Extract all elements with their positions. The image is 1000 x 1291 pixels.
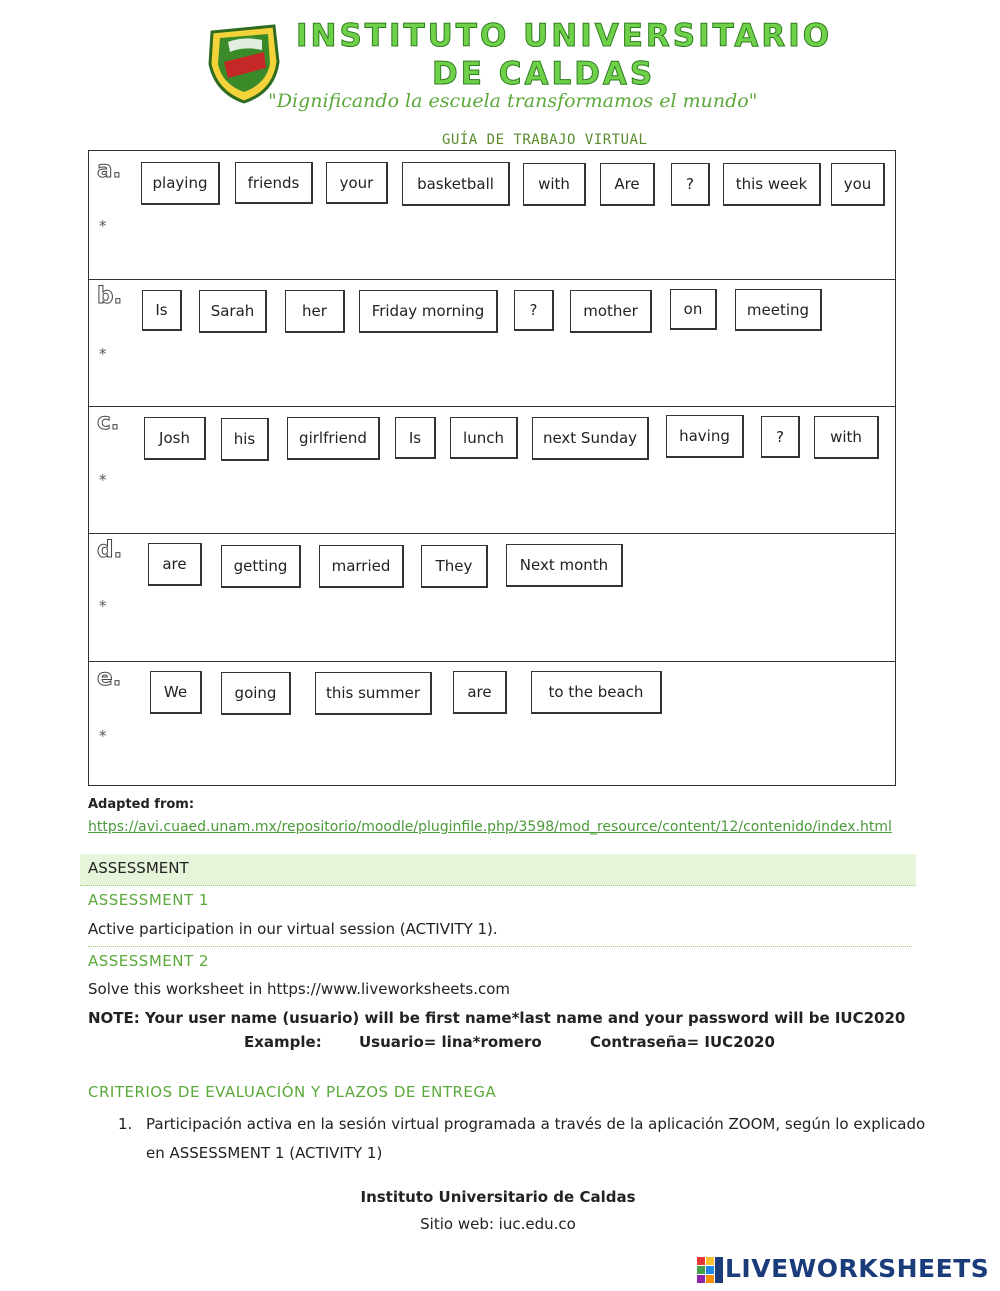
- word-card[interactable]: ?: [514, 290, 554, 331]
- guide-title: GUÍA DE TRABAJO VIRTUAL: [442, 132, 648, 148]
- word-card[interactable]: meeting: [735, 289, 822, 331]
- word-card[interactable]: next Sunday: [532, 417, 649, 460]
- word-card[interactable]: are: [453, 671, 507, 714]
- school-motto: "Dignificando la escuela transformamos el mundo": [268, 90, 758, 112]
- criteria-item-number: 1.: [118, 1115, 133, 1133]
- word-card[interactable]: your: [326, 162, 388, 204]
- word-card[interactable]: married: [319, 545, 404, 588]
- word-card[interactable]: this week: [723, 163, 821, 206]
- example-password: Contraseña= IUC2020: [590, 1033, 775, 1051]
- word-card[interactable]: his: [221, 418, 269, 461]
- word-card[interactable]: ?: [671, 163, 710, 206]
- word-card[interactable]: going: [221, 672, 291, 715]
- footer-website: Sitio web: iuc.edu.co: [420, 1215, 576, 1233]
- login-note: NOTE: Your user name (usuario) will be first name*last name and your password will be IUC2020: [88, 1009, 906, 1027]
- word-card[interactable]: Is: [142, 290, 182, 331]
- word-card[interactable]: ?: [761, 416, 800, 458]
- source-label: Adapted from:: [88, 797, 195, 812]
- word-card[interactable]: having: [666, 415, 744, 458]
- assessment-header: ASSESSMENT: [88, 859, 189, 877]
- word-card[interactable]: Are: [600, 163, 655, 206]
- footer-institution: Instituto Universitario de Caldas: [360, 1188, 636, 1206]
- liveworksheets-logo[interactable]: LIVEWORKSHEETS: [725, 1254, 990, 1283]
- criteria-title: CRITERIOS DE EVALUACIÓN Y PLAZOS DE ENTREGA: [88, 1083, 497, 1101]
- example-user: Usuario= lina*romero: [359, 1033, 542, 1051]
- word-card[interactable]: you: [831, 163, 885, 206]
- answer-area[interactable]: *: [99, 345, 107, 363]
- word-card[interactable]: getting: [221, 545, 301, 588]
- divider: [88, 946, 912, 947]
- school-title-line2: DE CALDAS: [432, 56, 656, 92]
- assessment-1-title: ASSESSMENT 1: [88, 891, 209, 909]
- word-card[interactable]: We: [150, 671, 202, 714]
- liveworksheets-icon: [697, 1257, 723, 1283]
- exercise-letter: e.: [97, 665, 122, 691]
- word-card[interactable]: Sarah: [199, 290, 267, 333]
- exercise-letter: d.: [97, 537, 123, 563]
- word-card[interactable]: friends: [235, 162, 313, 204]
- assessment-header-bar: [80, 854, 916, 886]
- word-card[interactable]: Next month: [506, 544, 623, 587]
- word-card[interactable]: They: [421, 545, 488, 588]
- assessment-2-text: Solve this worksheet in https://www.liveworksheets.com: [88, 980, 511, 998]
- row-divider: [89, 279, 895, 280]
- word-card[interactable]: Friday morning: [359, 290, 498, 333]
- word-card[interactable]: mother: [570, 290, 652, 333]
- word-card[interactable]: Is: [395, 417, 436, 459]
- exercise-letter: a.: [97, 157, 122, 183]
- word-card[interactable]: playing: [141, 162, 220, 205]
- row-divider: [89, 661, 895, 662]
- word-card[interactable]: her: [285, 290, 345, 333]
- answer-area[interactable]: *: [99, 217, 107, 235]
- word-card[interactable]: to the beach: [531, 671, 662, 714]
- assessment-2-title: ASSESSMENT 2: [88, 952, 209, 970]
- word-card[interactable]: Josh: [144, 417, 206, 460]
- answer-area[interactable]: *: [99, 727, 107, 745]
- row-divider: [89, 533, 895, 534]
- exercise-letter: b.: [97, 283, 123, 309]
- word-card[interactable]: on: [670, 289, 717, 330]
- activity-table: [88, 150, 896, 786]
- example-label: Example:: [244, 1033, 322, 1051]
- word-card[interactable]: with: [523, 163, 586, 206]
- criteria-item-line1: Participación activa en la sesión virtual programada a través de la aplicación ZOOM, según lo explicado: [146, 1115, 926, 1133]
- exercise-letter: c.: [97, 409, 120, 435]
- criteria-item-line2: en ASSESSMENT 1 (ACTIVITY 1): [146, 1144, 383, 1162]
- word-card[interactable]: basketball: [402, 162, 510, 206]
- answer-area[interactable]: *: [99, 597, 107, 615]
- school-title-line1: INSTITUTO UNIVERSITARIO: [296, 18, 833, 54]
- answer-area[interactable]: *: [99, 471, 107, 489]
- word-card[interactable]: lunch: [450, 417, 518, 459]
- source-link[interactable]: https://avi.cuaed.unam.mx/repositorio/moodle/pluginfile.php/3598/mod_resource/content/12/contenido/index.html: [88, 819, 892, 835]
- word-card[interactable]: are: [148, 543, 202, 586]
- word-card[interactable]: this summer: [315, 672, 432, 715]
- row-divider: [89, 406, 895, 407]
- word-card[interactable]: girlfriend: [287, 417, 380, 460]
- word-card[interactable]: with: [814, 416, 879, 459]
- assessment-1-text: Active participation in our virtual session (ACTIVITY 1).: [88, 920, 498, 938]
